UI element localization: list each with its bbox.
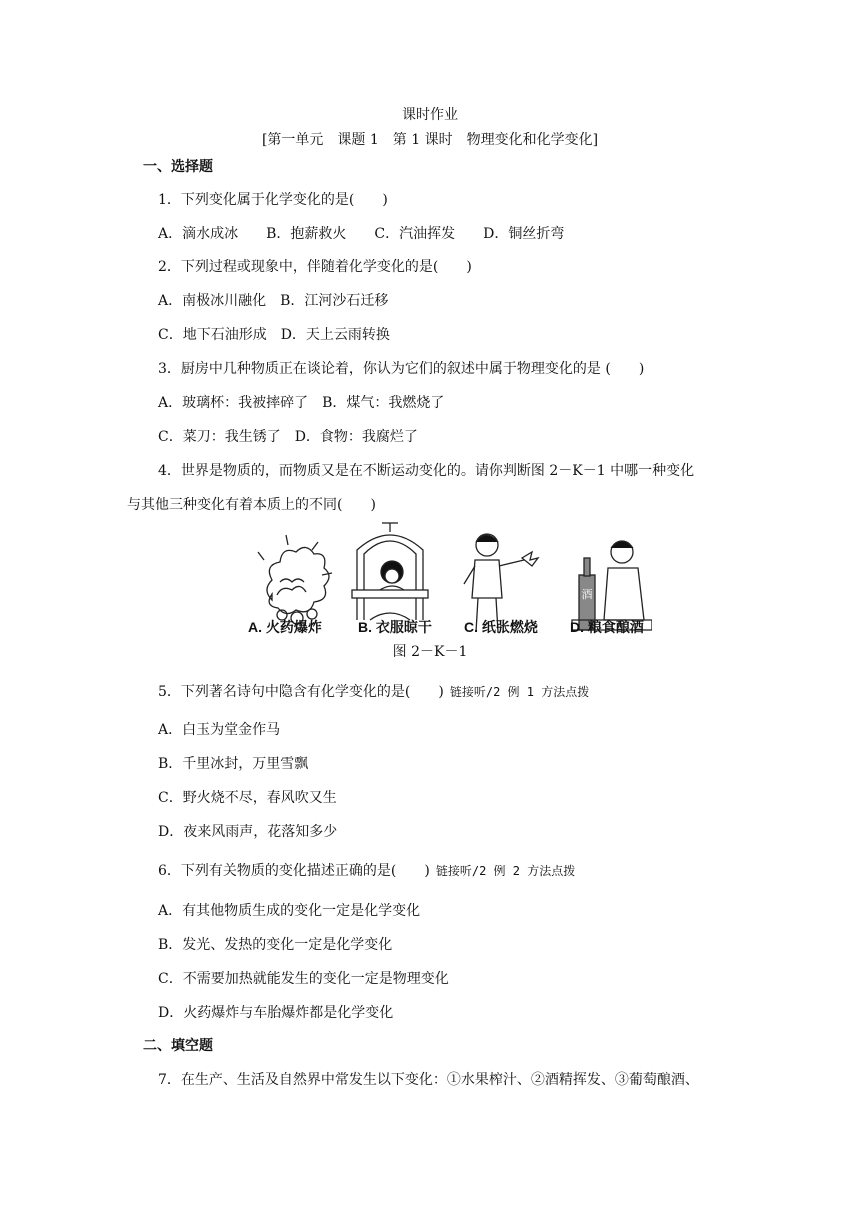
question-4-stem-line1: 4．世界是物质的，而物质又是在不断运动变化的。请你判断图 2－K－1 中哪一种变化 [158, 463, 695, 479]
question-5-stem [158, 683, 589, 701]
page-title: 课时作业 [402, 107, 458, 123]
question-6-link[interactable]: 链接听/2 例 2 方法点拨 [435, 864, 576, 878]
question-6-option-d: D．火药爆炸与车胎爆炸都是化学变化 [158, 1005, 394, 1021]
question-3-options-row2: C．菜刀：我生锈了 D．食物：我腐烂了 [158, 429, 418, 445]
question-1-stem: 1．下列变化属于化学变化的是( ) [158, 192, 388, 208]
page-subtitle: [第一单元 课题 1 第 1 课时 物理变化和化学变化] [261, 132, 599, 148]
question-6-option-a: A．有其他物质生成的变化一定是化学变化 [158, 903, 421, 919]
question-5-option-b: B．千里冰封，万里雪飘 [158, 756, 309, 772]
figure-caption-c: C. 纸张燃烧 [464, 619, 538, 635]
figure-caption: 图 2－K－1 [392, 644, 468, 660]
question-2-options-row1: A．南极冰川融化 B．江河沙石迁移 [158, 293, 389, 309]
question-4-stem-line2: 与其他三种变化有着本质上的不同( ) [127, 497, 376, 513]
question-6-option-c: C．不需要加热就能发生的变化一定是物理变化 [158, 971, 449, 987]
question-5-option-a: A．白玉为堂金作马 [158, 722, 281, 738]
question-1-options: A．滴水成冰 B．抱薪救火 C．汽油挥发 D．铜丝折弯 [158, 226, 565, 242]
question-5-option-c: C．野火烧不尽，春风吹又生 [158, 790, 337, 806]
explosion-illustration [258, 535, 332, 624]
question-6-stem-text: 6．下列有关物质的变化描述正确的是( ) [158, 863, 430, 879]
bottle-label: 酒 [581, 588, 593, 601]
question-6-option-b: B．发光、发热的变化一定是化学变化 [158, 937, 393, 953]
figure-caption-a: A. 火药爆炸 [248, 619, 322, 635]
question-2-options-row2: C．地下石油形成 D．天上云雨转换 [158, 327, 390, 343]
question-2-stem: 2．下列过程或现象中，伴随着化学变化的是( ) [158, 259, 472, 275]
question-7-stem: 7．在生产、生活及自然界中常发生以下变化：①水果榨汁、②酒精挥发、③葡萄酿酒、 [158, 1072, 699, 1088]
question-3-options-row1: A．玻璃杯：我被摔碎了 B．煤气：我燃烧了 [158, 395, 445, 411]
question-5-link[interactable]: 链接听/2 例 1 方法点拨 [449, 685, 590, 699]
section-heading-choice: 一、选择题 [143, 159, 213, 175]
figure-caption-d: D. 粮食酿酒 [570, 619, 644, 635]
question-3-stem: 3．厨房中几种物质正在谈论着，你认为它们的叙述中属于物理变化的是 ( ) [158, 361, 645, 377]
question-5-option-d: D．夜来风雨声，花落知多少 [158, 824, 338, 840]
section-heading-fill: 二、填空题 [143, 1038, 213, 1054]
window-drying-clothes-illustration [352, 523, 428, 620]
question-5-stem-text: 5．下列著名诗句中隐含有化学变化的是( ) [158, 684, 444, 700]
question-6-stem [158, 862, 575, 880]
figure-caption-b: B. 衣服晾干 [358, 619, 432, 635]
